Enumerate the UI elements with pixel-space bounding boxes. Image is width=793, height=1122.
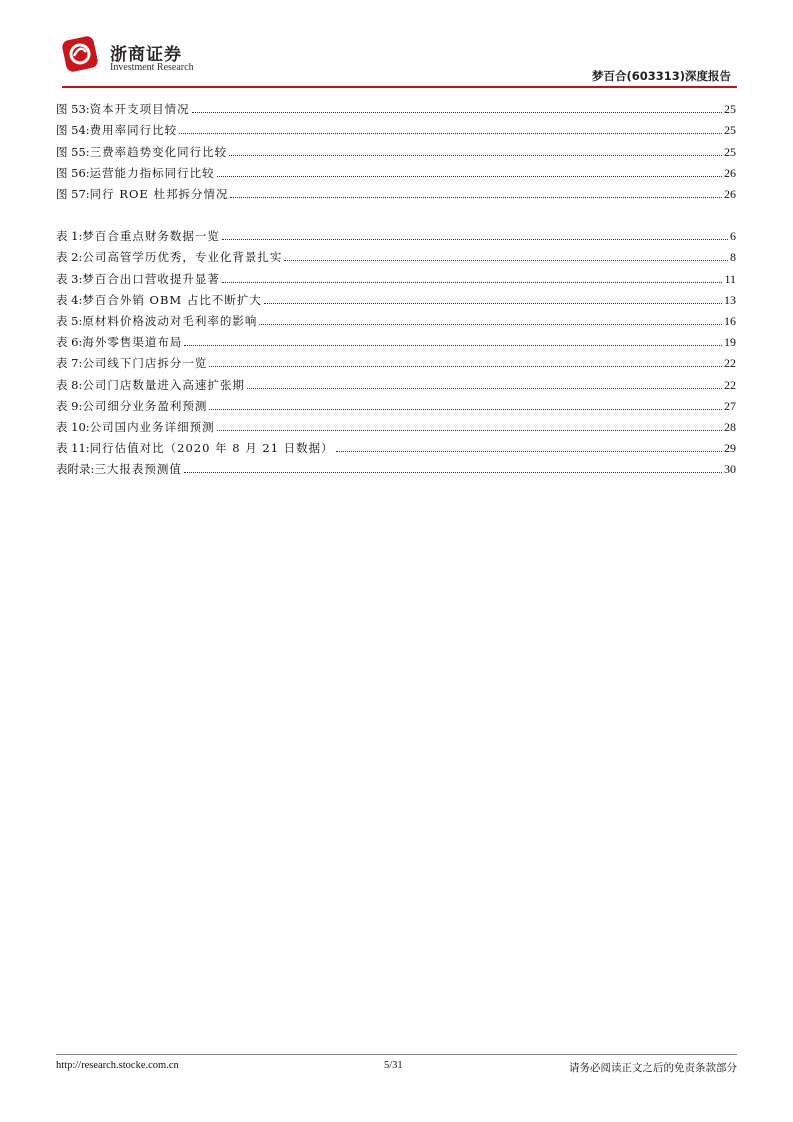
toc-entry-number: 表 9: xyxy=(56,398,83,413)
toc-dot-leader xyxy=(184,345,722,346)
toc-entry-number: 表 10: xyxy=(56,419,90,434)
toc-entry-number: 图 57: xyxy=(56,186,90,201)
toc-entry-page[interactable]: 25 xyxy=(724,144,736,159)
page-number: 5/31 xyxy=(384,1060,403,1071)
toc-entry-page[interactable]: 26 xyxy=(724,165,736,180)
toc-dot-leader xyxy=(209,409,722,410)
header-divider xyxy=(62,86,737,88)
zheshang-logo-icon xyxy=(62,36,98,72)
toc-entry-title[interactable]: 梦百合重点财务数据一览 xyxy=(82,229,220,244)
toc-entry-title[interactable]: 同行 ROE 杜邦拆分情况 xyxy=(89,186,229,201)
toc-entry-number: 表 3: xyxy=(56,271,83,286)
toc-dot-leader xyxy=(259,324,722,325)
toc-dot-leader xyxy=(284,260,728,261)
table-toc-entry[interactable] xyxy=(56,265,736,286)
toc-entry-title[interactable]: 费用率同行比较 xyxy=(89,123,178,138)
footer-disclaimer: 请务必阅读正文之后的免责条款部分 xyxy=(569,1062,737,1074)
table-toc-entry[interactable] xyxy=(56,371,736,392)
figure-toc-entry[interactable] xyxy=(56,117,736,138)
figure-toc-entry[interactable] xyxy=(56,160,736,181)
toc-entry-number: 表 4: xyxy=(56,292,83,307)
toc-entry-title[interactable]: 梦百合外销 OBM 占比不断扩大 xyxy=(82,292,262,307)
toc-dot-leader xyxy=(229,155,722,156)
table-toc-entry[interactable] xyxy=(56,393,736,414)
figure-list xyxy=(56,96,736,202)
toc-entry-page[interactable]: 29 xyxy=(724,441,736,456)
toc-entry-title[interactable]: 公司细分业务盈利预测 xyxy=(82,398,208,413)
toc-dot-leader xyxy=(247,388,722,389)
toc-entry-number: 表 8: xyxy=(56,377,83,392)
toc-entry-number: 表 7: xyxy=(56,356,83,371)
toc-entry-number: 表 2: xyxy=(56,250,83,265)
brand-name-en: Investment Research xyxy=(110,62,194,73)
table-toc-entry[interactable] xyxy=(56,350,736,371)
toc-entry-number: 图 55: xyxy=(56,144,90,159)
toc-dot-leader xyxy=(217,176,722,177)
table-list xyxy=(56,223,736,477)
toc-dot-leader xyxy=(179,133,722,134)
table-toc-entry[interactable] xyxy=(56,244,736,265)
page-header xyxy=(0,0,793,90)
toc-entry-title[interactable]: 公司线下门店拆分一览 xyxy=(82,356,208,371)
table-toc-entry[interactable] xyxy=(56,287,736,308)
toc-dot-leader xyxy=(230,197,722,198)
toc-entry-title[interactable]: 原材料价格波动对毛利率的影响 xyxy=(82,313,258,328)
footer-url-link[interactable]: http://research.stocke.com.cn xyxy=(56,1060,179,1071)
toc-dot-leader xyxy=(192,112,722,113)
figure-toc-entry[interactable] xyxy=(56,138,736,159)
toc-entry-title[interactable]: 同行估值对比（2020 年 8 月 21 日数据） xyxy=(89,441,334,456)
toc-entry-page[interactable]: 28 xyxy=(724,419,736,434)
toc-entry-page[interactable]: 13 xyxy=(724,292,736,307)
table-toc-entry[interactable] xyxy=(56,414,736,435)
toc-entry-title[interactable]: 公司国内业务详细预测 xyxy=(89,419,215,434)
toc-entry-page[interactable]: 11 xyxy=(724,271,736,286)
toc-entry-number: 表 1: xyxy=(56,229,83,244)
toc-entry-page[interactable]: 22 xyxy=(724,356,736,371)
toc-entry-number: 表 11: xyxy=(56,441,90,456)
toc-entry-page[interactable]: 19 xyxy=(724,335,736,350)
toc-entry-title[interactable]: 运营能力指标同行比较 xyxy=(89,165,215,180)
table-toc-entry[interactable] xyxy=(56,435,736,456)
toc-entry-page[interactable]: 22 xyxy=(724,377,736,392)
toc-entry-number: 表 5: xyxy=(56,313,83,328)
toc-dot-leader xyxy=(222,239,728,240)
toc-entry-number: 图 53: xyxy=(56,102,90,117)
toc-entry-title[interactable]: 公司门店数量进入高速扩张期 xyxy=(82,377,245,392)
toc-entry-page[interactable]: 25 xyxy=(724,123,736,138)
toc-entry-page[interactable]: 25 xyxy=(724,102,736,117)
toc-entry-title[interactable]: 三大报表预测值 xyxy=(94,462,182,477)
table-toc-entry[interactable] xyxy=(56,223,736,244)
toc-dot-leader xyxy=(209,366,722,367)
toc-entry-page[interactable]: 30 xyxy=(724,462,736,477)
toc-entry-number: 图 56: xyxy=(56,165,90,180)
toc-entry-title[interactable]: 海外零售渠道布局 xyxy=(82,335,183,350)
table-toc-entry[interactable] xyxy=(56,308,736,329)
toc-dot-leader xyxy=(184,472,722,473)
report-title: 梦百合(603313)深度报告 xyxy=(591,69,731,83)
footer-divider xyxy=(56,1054,737,1055)
toc-entry-page[interactable]: 8 xyxy=(730,250,736,265)
figure-toc-entry[interactable] xyxy=(56,181,736,202)
brand-name-cn: 浙商证券 xyxy=(110,45,182,65)
table-toc-entry[interactable] xyxy=(56,456,736,477)
toc-entry-page[interactable]: 27 xyxy=(724,398,736,413)
toc-entry-page[interactable]: 26 xyxy=(724,186,736,201)
toc-entry-title[interactable]: 三费率趋势变化同行比较 xyxy=(89,144,228,159)
toc-dot-leader xyxy=(264,303,722,304)
toc-entry-title[interactable]: 梦百合出口营收提升显著 xyxy=(82,271,220,286)
toc-entry-number: 表 6: xyxy=(56,335,83,350)
toc-dot-leader xyxy=(336,451,722,452)
toc-entry-page[interactable]: 16 xyxy=(724,313,736,328)
figure-toc-entry[interactable] xyxy=(56,96,736,117)
toc-entry-page[interactable]: 6 xyxy=(730,229,736,244)
table-toc-entry[interactable] xyxy=(56,329,736,350)
toc-dot-leader xyxy=(222,282,723,283)
toc-entry-number: 图 54: xyxy=(56,123,90,138)
toc-dot-leader xyxy=(217,430,722,431)
toc-entry-title[interactable]: 资本开支项目情况 xyxy=(89,102,190,117)
toc-entry-number: 表附录: xyxy=(56,462,95,477)
toc-entry-title[interactable]: 公司高管学历优秀，专业化背景扎实 xyxy=(82,250,283,265)
